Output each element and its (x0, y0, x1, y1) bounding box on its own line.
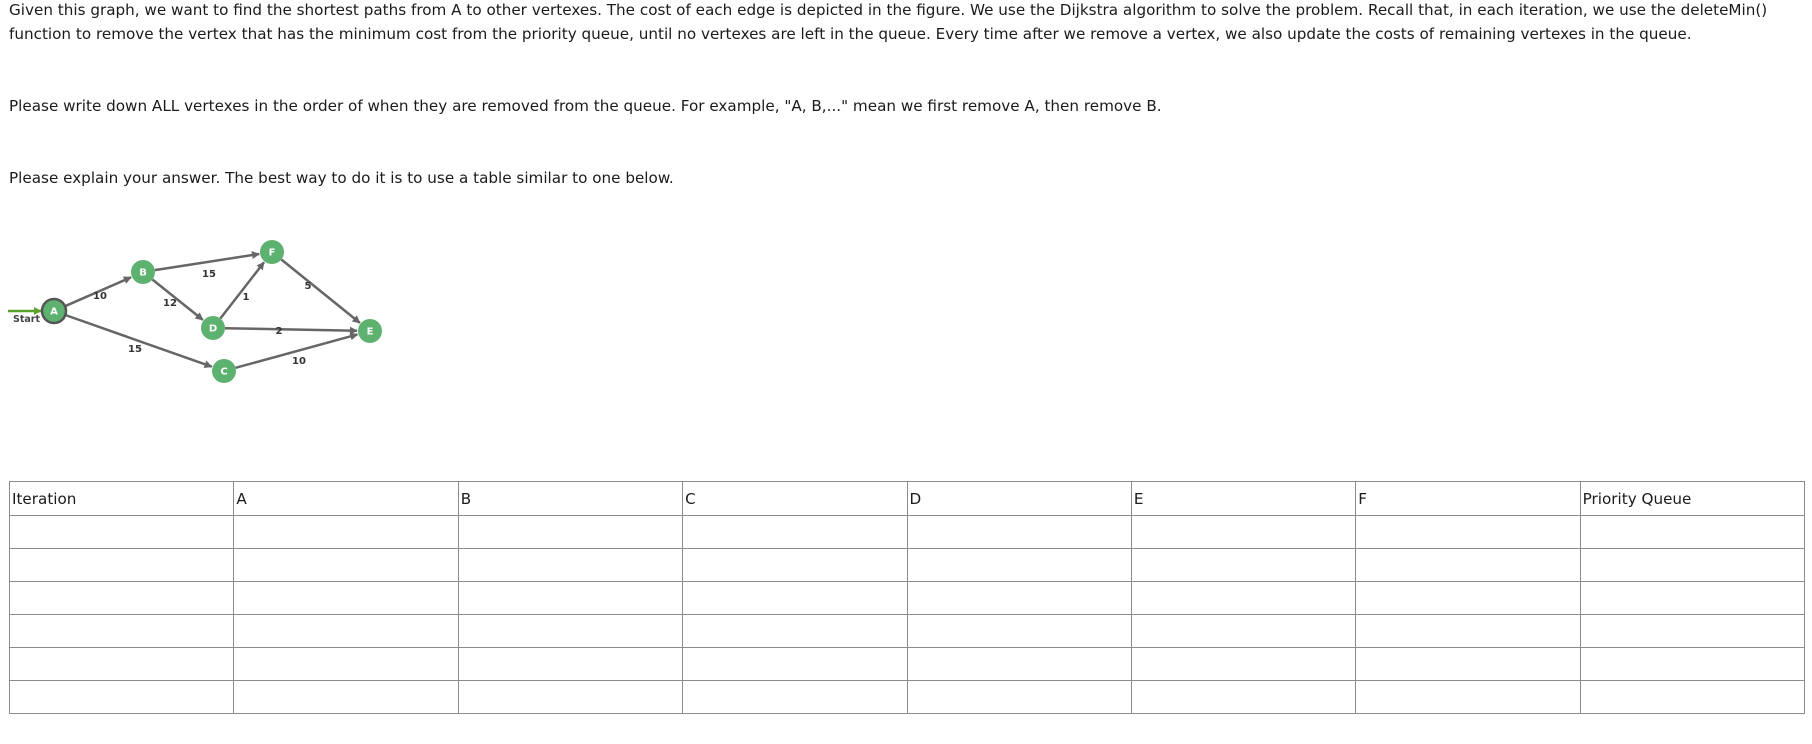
edge-d-e (225, 328, 357, 331)
vertex-f (260, 240, 284, 264)
table-cell (458, 615, 682, 648)
table-header-row (10, 482, 1805, 516)
column-header: E (1131, 482, 1355, 516)
vertex-b (131, 260, 155, 284)
column-header: D (907, 482, 1131, 516)
table-cell (683, 582, 907, 615)
table-cell (683, 648, 907, 681)
table-cell (1356, 582, 1580, 615)
vertex-label: D (208, 323, 218, 335)
table-cell (458, 516, 682, 549)
start-pointer (8, 311, 41, 325)
table-cell (1356, 516, 1580, 549)
table-cell (10, 681, 234, 714)
table-cell (234, 615, 458, 648)
table-cell (683, 549, 907, 582)
table-row (10, 549, 1805, 582)
table-cell (1356, 681, 1580, 714)
table-cell (234, 681, 458, 714)
table-cell (683, 516, 907, 549)
table-cell (907, 549, 1131, 582)
table-cell (234, 582, 458, 615)
question-paragraph-intro: Given this graph, we want to find the shortest paths from A to other vertexes. The cost of each edge is depicted in the figure. We use the Dijkstra algorithm to solve the problem. Recall that, in each iteration, we use the deleteMin() function to remove the vertex that has the minimum cost from the priority queue, until no vertexes are left in the queue. Every time after we remove a vertex, we also update the costs of remaining vertexes in the queue. (9, 1, 1768, 43)
edge-weight-label: 10 (93, 291, 107, 302)
column-header: F (1356, 482, 1580, 516)
edge-b-d (152, 279, 202, 319)
table-cell (1131, 516, 1355, 549)
table-row (10, 648, 1805, 681)
table-cell (234, 648, 458, 681)
table-cell (683, 615, 907, 648)
question-paragraph-explain: Please explain your answer. The best way to do it is to use a table similar to one below. (9, 169, 674, 187)
question-paragraph-order: Please write down ALL vertexes in the order of when they are removed from the queue. For example, "A, B,..." mean we first remove A, then remove B. (9, 97, 1162, 115)
column-header: C (683, 482, 907, 516)
vertex-label: F (268, 247, 276, 259)
edge-b-f (155, 254, 259, 270)
edge-d-f (220, 262, 264, 318)
column-header: Priority Queue (1580, 482, 1804, 516)
graph-edges (65, 254, 360, 368)
edge-weight-label: 10 (292, 356, 306, 367)
start-label: Start (13, 314, 41, 325)
table-cell (10, 648, 234, 681)
table-cell (907, 516, 1131, 549)
table-cell (1580, 681, 1804, 714)
vertex-e (358, 319, 382, 343)
table-cell (1580, 615, 1804, 648)
table-cell (907, 582, 1131, 615)
table-cell (1580, 648, 1804, 681)
table-cell (10, 582, 234, 615)
table-cell (1356, 549, 1580, 582)
edge-weight-label: 5 (304, 281, 312, 292)
vertex-label: A (50, 306, 58, 318)
table-cell (10, 615, 234, 648)
table-cell (458, 648, 682, 681)
table-cell (1580, 549, 1804, 582)
table-cell (683, 681, 907, 714)
vertex-c (212, 359, 236, 383)
table-cell (10, 549, 234, 582)
table-cell (1131, 615, 1355, 648)
table-cell (1131, 582, 1355, 615)
table-cell (10, 516, 234, 549)
vertex-d (201, 316, 225, 340)
table-cell (1356, 615, 1580, 648)
column-header: B (458, 482, 682, 516)
table-cell (1131, 549, 1355, 582)
table-cell (1580, 516, 1804, 549)
edge-a-c (65, 315, 211, 367)
edge-f-e (281, 260, 360, 323)
vertex-a (42, 299, 66, 323)
table-cell (458, 549, 682, 582)
graph-figure (0, 232, 400, 407)
vertex-label: B (139, 267, 147, 279)
table-row (10, 516, 1805, 549)
table-cell (907, 648, 1131, 681)
edge-weight-label: 15 (128, 344, 142, 355)
vertex-label: C (220, 366, 228, 378)
table-cell (458, 681, 682, 714)
edge-weight-label: 2 (275, 326, 283, 337)
dijkstra-table (9, 481, 1805, 714)
table-cell (1356, 648, 1580, 681)
edge-weight-label: 12 (163, 298, 177, 309)
table-cell (234, 516, 458, 549)
table-row (10, 681, 1805, 714)
vertex-label: E (366, 326, 374, 338)
table-cell (1580, 582, 1804, 615)
table-cell (458, 582, 682, 615)
edge-weight-label: 15 (202, 269, 216, 280)
table-cell (907, 681, 1131, 714)
table-row (10, 582, 1805, 615)
table-cell (907, 615, 1131, 648)
table-cell (1131, 681, 1355, 714)
edge-weight-label: 1 (242, 292, 250, 303)
table-cell (234, 549, 458, 582)
table-cell (1131, 648, 1355, 681)
column-header: Iteration (10, 482, 234, 516)
table-row (10, 615, 1805, 648)
column-header: A (234, 482, 458, 516)
